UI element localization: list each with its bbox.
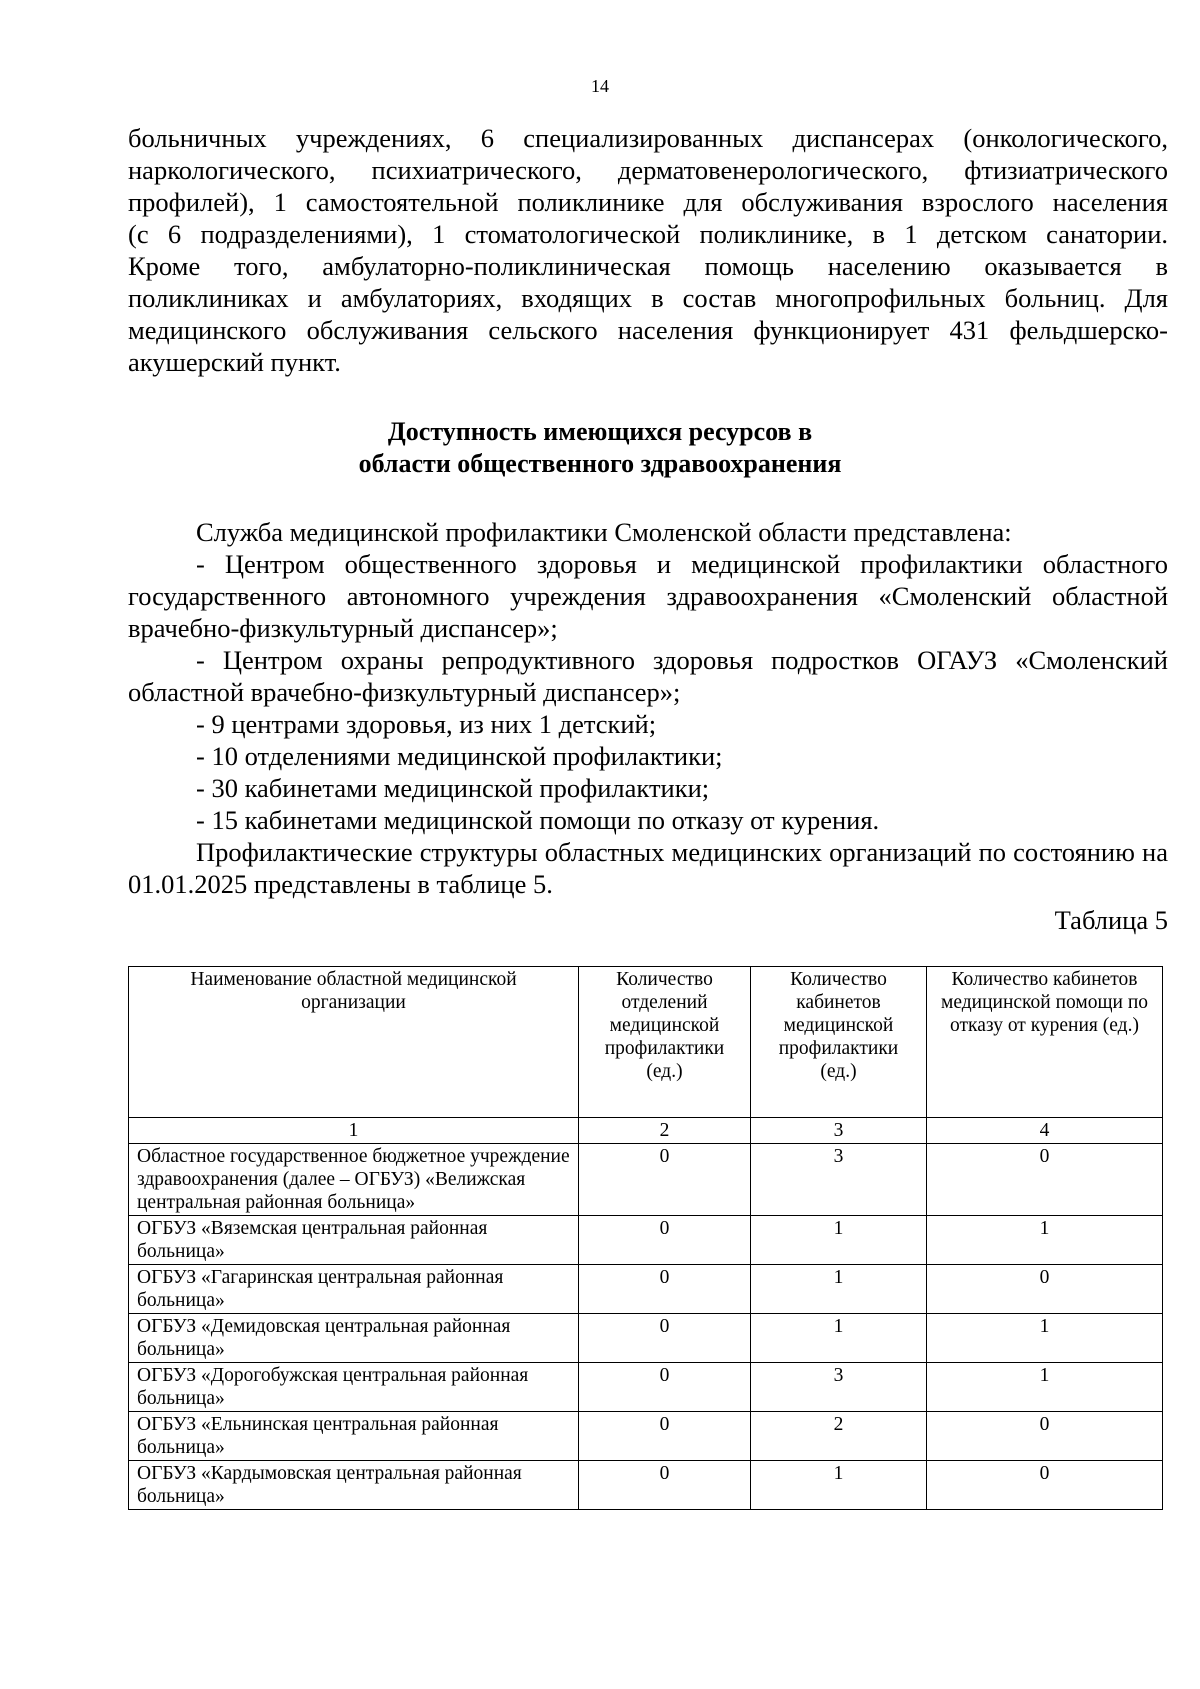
org-name: ОГБУЗ «Демидовская центральная районная больница» [129, 1314, 579, 1363]
header-offices: Количество кабинетов медицинской профилактики (ед.) [751, 967, 927, 1118]
body-text [128, 516, 1168, 900]
table-header-row [129, 967, 1163, 1118]
departments-count: 0 [579, 1265, 751, 1314]
section-heading [0, 416, 1200, 480]
data-table [128, 966, 1163, 1510]
smoking-offices-count: 1 [927, 1216, 1163, 1265]
intro-line: профилей), 1 самостоятельной поликлинике для обслуживания взрослого населения [128, 187, 1168, 217]
intro-line: Кроме того, амбулаторно-поликлиническая помощь населению оказывается в [128, 251, 1168, 281]
intro-line: наркологического, психиатрического, дерматовенерологического, фтизиатрического [128, 155, 1168, 185]
list-item: - 15 кабинетами медицинской помощи по отказу от курения. [196, 805, 880, 835]
column-number: 3 [751, 1118, 927, 1144]
offices-count: 1 [751, 1461, 927, 1510]
table-row [129, 1412, 1163, 1461]
table-row [129, 1216, 1163, 1265]
org-name: Областное государственное бюджетное учреждение здравоохранения (далее – ОГБУЗ) «Велижская центральная районная больница» [129, 1144, 579, 1216]
offices-count: 1 [751, 1216, 927, 1265]
table-row [129, 1363, 1163, 1412]
departments-count: 0 [579, 1412, 751, 1461]
intro-line: (с 6 подразделениями), 1 стоматологической поликлинике, в 1 детском санатории. [128, 219, 1168, 249]
departments-count: 0 [579, 1461, 751, 1510]
intro-line: поликлиниках и амбулаториях, входящих в состав многопрофильных больниц. Для [128, 283, 1168, 313]
org-name: ОГБУЗ «Кардымовская центральная районная больница» [129, 1461, 579, 1510]
table-column-number-row [129, 1118, 1163, 1144]
column-number: 2 [579, 1118, 751, 1144]
offices-count: 1 [751, 1265, 927, 1314]
org-name: ОГБУЗ «Дорогобужская центральная районная больница» [129, 1363, 579, 1412]
intro-line: медицинского обслуживания сельского населения функционирует 431 фельдшерско- [128, 315, 1168, 345]
header-departments: Количество отделений медицинской профилактики (ед.) [579, 967, 751, 1118]
paragraph: Служба медицинской профилактики Смоленской области представлена: [196, 517, 1012, 547]
list-item: - 10 отделениями медицинской профилактики; [196, 741, 723, 771]
list-item: - 9 центрами здоровья, из них 1 детский; [196, 709, 657, 739]
smoking-offices-count: 0 [927, 1265, 1163, 1314]
intro-line: больничных учреждениях, 6 специализированных диспансерах (онкологического, [128, 123, 1168, 153]
list-item: - 30 кабинетами медицинской профилактики; [196, 773, 710, 803]
table-row [129, 1144, 1163, 1216]
header-org-name: Наименование областной медицинской организации [129, 967, 579, 1118]
header-smoking-offices: Количество кабинетов медицинской помощи по отказу от курения (ед.) [927, 967, 1163, 1118]
offices-count: 3 [751, 1363, 927, 1412]
table-row [129, 1314, 1163, 1363]
offices-count: 3 [751, 1144, 927, 1216]
intro-line: акушерский пункт. [128, 347, 341, 377]
departments-count: 0 [579, 1144, 751, 1216]
column-number: 4 [927, 1118, 1163, 1144]
offices-count: 1 [751, 1314, 927, 1363]
list-item: - Центром общественного здоровья и медицинской профилактики областного государственного автономного учреждения здравоохранения «Смоленский областной врачебно-физкультурный диспансер»; [128, 549, 1168, 643]
section-heading-line-2: области общественного здравоохранения [358, 449, 842, 478]
smoking-offices-count: 0 [927, 1412, 1163, 1461]
column-number: 1 [129, 1118, 579, 1144]
page-number: 14 [591, 76, 609, 96]
paragraph: Профилактические структуры областных медицинских организаций по состоянию на 01.01.2025 представлены в таблице 5. [128, 837, 1168, 899]
departments-count: 0 [579, 1314, 751, 1363]
section-heading-line-1: Доступность имеющихся ресурсов в [387, 417, 813, 446]
smoking-offices-count: 0 [927, 1461, 1163, 1510]
smoking-offices-count: 0 [927, 1144, 1163, 1216]
offices-count: 2 [751, 1412, 927, 1461]
table-row [129, 1461, 1163, 1510]
smoking-offices-count: 1 [927, 1314, 1163, 1363]
org-name: ОГБУЗ «Ельнинская центральная районная больница» [129, 1412, 579, 1461]
departments-count: 0 [579, 1216, 751, 1265]
list-item: - Центром охраны репродуктивного здоровья подростков ОГАУЗ «Смоленский областной врачебно-физкультурный диспансер»; [128, 645, 1168, 707]
org-name: ОГБУЗ «Гагаринская центральная районная больница» [129, 1265, 579, 1314]
departments-count: 0 [579, 1363, 751, 1412]
smoking-offices-count: 1 [927, 1363, 1163, 1412]
table-caption: Таблица 5 [1054, 905, 1168, 935]
org-name: ОГБУЗ «Вяземская центральная районная больница» [129, 1216, 579, 1265]
intro-paragraph [128, 122, 1168, 378]
table-row [129, 1265, 1163, 1314]
